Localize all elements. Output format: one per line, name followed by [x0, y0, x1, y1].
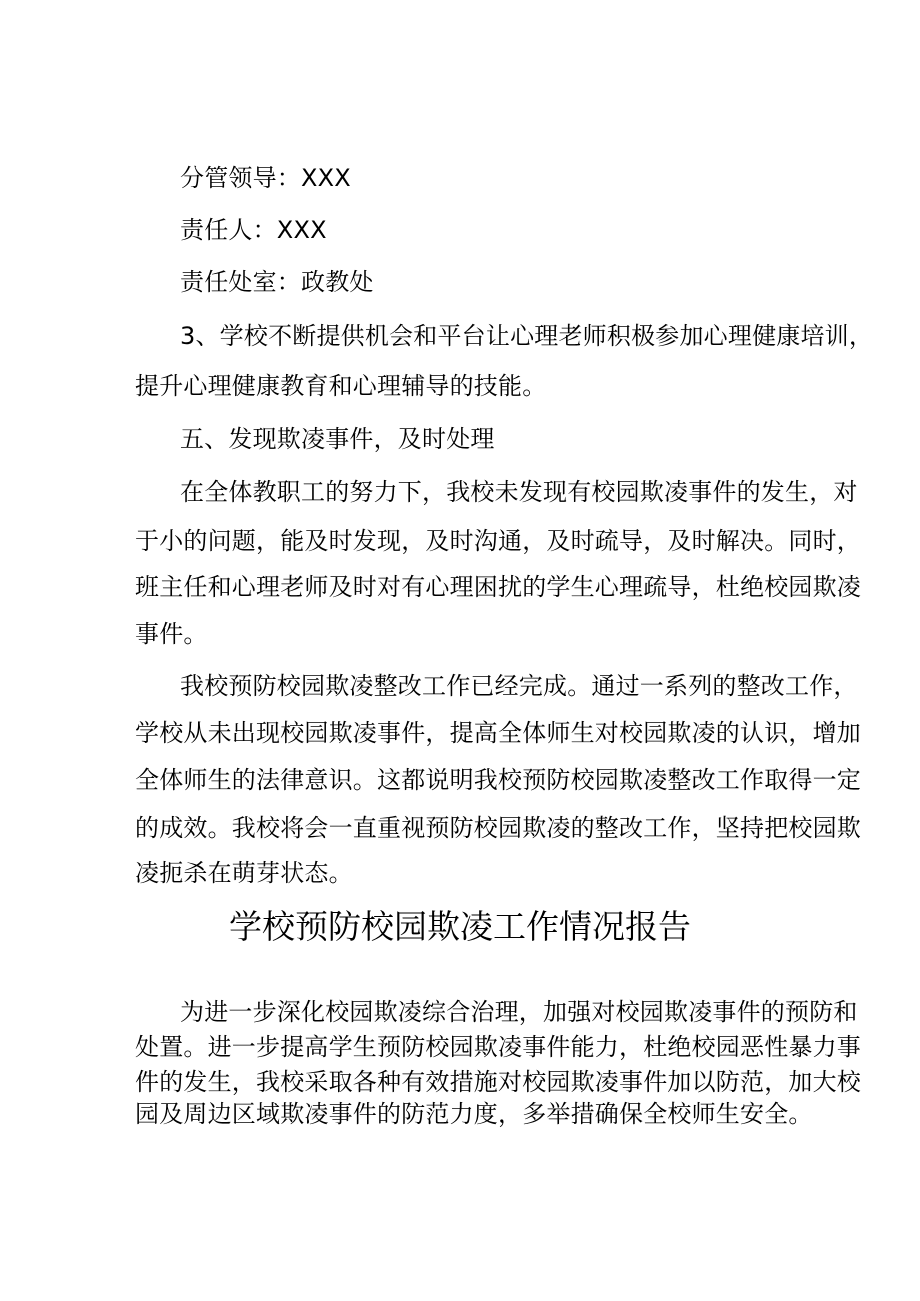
item3-line-1: 3、学校不断提供机会和平台让心理老师积极参加心理健康培训，: [180, 322, 874, 350]
leader-line: 分管领导：XXX: [180, 164, 351, 192]
para2-line-4: 的成效。我校将会一直重视预防校园欺凌的整改工作，坚持把校园欺: [135, 814, 861, 842]
para2-line-1: 我校预防校园欺凌整改工作已经完成。通过一系列的整改工作，: [180, 672, 858, 700]
para2-line-3: 全体师生的法律意识。这都说明我校预防校园欺凌整改工作取得一定: [135, 766, 861, 794]
section-heading-5: 五、发现欺凌事件，及时处理: [180, 425, 495, 453]
item3-line-2: 提升心理健康教育和心理辅导的技能。: [135, 372, 547, 400]
para1-line-3: 班主任和心理老师及时对有心理困扰的学生心理疏导，杜绝校园欺凌: [135, 573, 861, 601]
para1-line-2: 于小的问题，能及时发现，及时沟通，及时疏导，及时解决。同时，: [135, 527, 861, 555]
intro-line-3: 件的发生，我校采取各种有效措施对校园欺凌事件加以防范，加大校: [135, 1068, 861, 1096]
para1-line-1: 在全体教职工的努力下，我校未发现有校园欺凌事件的发生，对: [180, 478, 858, 506]
responsible-person-line: 责任人：XXX: [180, 216, 327, 244]
para2-line-5: 凌扼杀在萌芽状态。: [135, 859, 353, 887]
intro-line-1: 为进一步深化校园欺凌综合治理，加强对校园欺凌事件的预防和: [180, 998, 858, 1026]
intro-line-4: 园及周边区域欺凌事件的防范力度，多举措确保全校师生安全。: [135, 1100, 813, 1128]
report-title: 学校预防校园欺凌工作情况报告: [229, 907, 691, 946]
responsible-office-line: 责任处室：政教处: [180, 268, 374, 296]
intro-line-2: 处置。进一步提高学生预防校园欺凌事件能力，杜绝校园恶性暴力事: [135, 1033, 861, 1061]
para1-line-4: 事件。: [135, 620, 208, 648]
para2-line-2: 学校从未出现校园欺凌事件，提高全体师生对校园欺凌的认识，增加: [135, 719, 861, 747]
